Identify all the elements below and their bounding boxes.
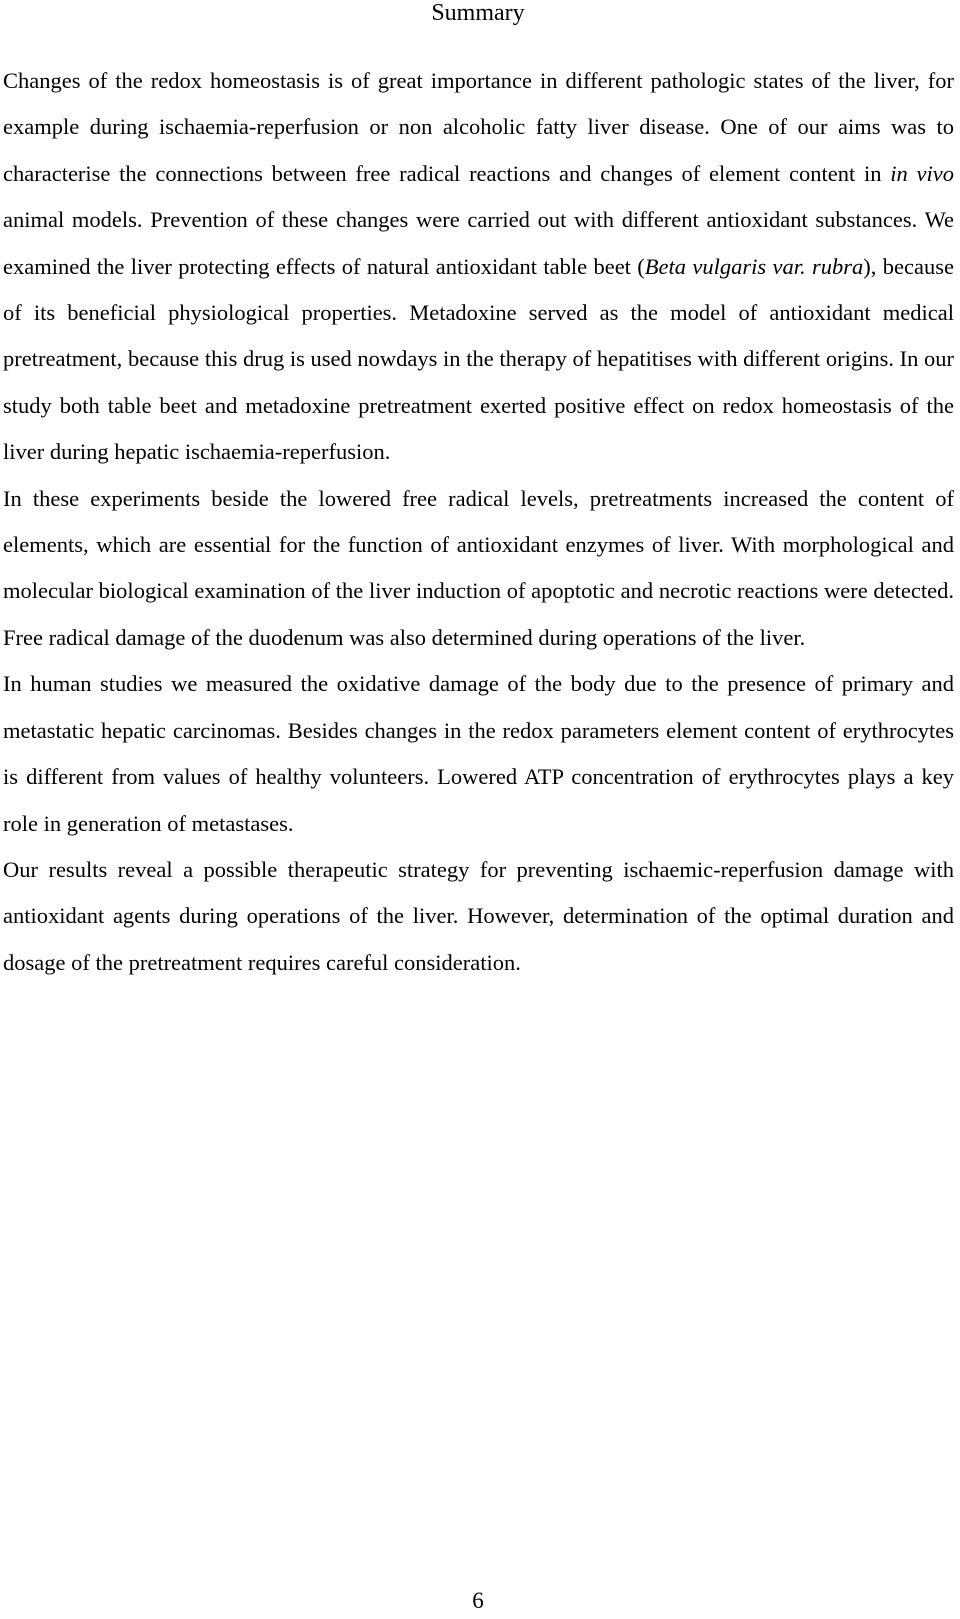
italic-text-run: in vivo [890, 160, 954, 186]
paragraph [3, 476, 954, 662]
text-run: Our results reveal a possible therapeutic strategy for preventing ischaemic-reperfusion damage with antioxidant agents during operations of the liver. However, determination of the optimal duration and dosage of the pretreatment requires careful consideration. [3, 856, 954, 975]
text-run: ), because of its beneficial physiological properties. Metadoxine served as the model of antioxidant medical pretreatment, because this drug is used nowdays in the therapy of hepatitises with different origins. In our study both table beet and metadoxine pretreatment exerted positive effect on redox homeostasis of the liver during hepatic ischaemia-reperfusion. [3, 253, 954, 465]
text-run: animal models. Prevention of these changes were carried out with different antioxidant substances. We examined the liver protecting effects of natural antioxidant table beet ( [3, 207, 954, 279]
text-run: In human studies we measured the oxidative damage of the body due to the presence of primary and metastatic hepatic carcinomas. Besides changes in the redox parameters element content of erythrocytes is different from values of healthy volunteers. Lowered ATP concentration of erythrocytes plays a key role in generation of metastases. [3, 671, 954, 836]
page-number: 6 [472, 1588, 484, 1613]
text-run: In these experiments beside the lowered free radical levels, pretreatments increased the content of elements, which are essential for the function of antioxidant enzymes of liver. With morphological and molecular biological examination of the liver induction of apoptotic and necrotic reactions were detected. Free radical damage of the duodenum was also determined during operations of the liver. [3, 485, 954, 650]
text-run: Changes of the redox homeostasis is of great importance in different pathologic states of the liver, for example during ischaemia-reperfusion or non alcoholic fatty liver disease. One of our aims was to characterise the connections between free radical reactions and changes of element content in [3, 68, 954, 186]
paragraph [3, 661, 954, 847]
paragraph [3, 847, 954, 986]
italic-text-run: Beta vulgaris var. rubra [644, 253, 864, 279]
summary-body [3, 58, 954, 986]
section-heading: Summary [431, 0, 525, 26]
paragraph [3, 58, 954, 476]
